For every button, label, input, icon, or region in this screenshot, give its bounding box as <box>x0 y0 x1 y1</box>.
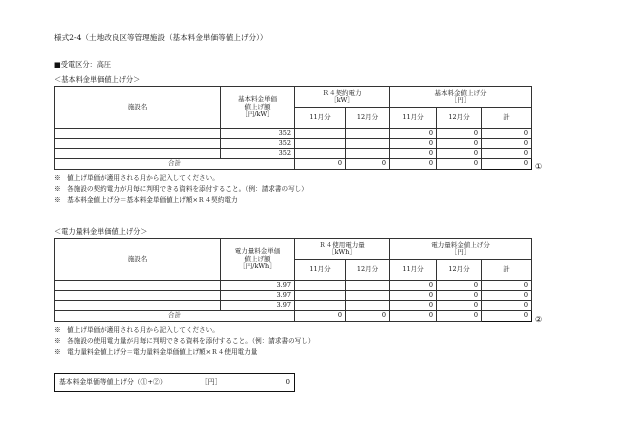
sum-contract-dec: 0 <box>346 159 390 170</box>
charge-total-cell: 0 <box>482 301 532 311</box>
basic-note: ※ 基本料金値上げ分＝基本料金単価値上げ額×Ｒ４契約電力 <box>54 196 238 204</box>
contract-dec-cell[interactable] <box>346 139 390 149</box>
table-row <box>55 149 532 159</box>
facility-name-cell[interactable] <box>55 291 221 301</box>
usage-dec-cell[interactable] <box>346 291 390 301</box>
header-dec: 12月分 <box>437 260 482 281</box>
charge-nov-cell: 0 <box>390 149 437 159</box>
form-title: 様式2-4（土地改良区等管理施設（基本料金単価等値上げ分）） <box>54 33 268 42</box>
contract-dec-cell[interactable] <box>346 129 390 139</box>
header-nov: 11月分 <box>390 260 437 281</box>
header-dec: 12月分 <box>437 108 482 129</box>
header-nov: 11月分 <box>390 108 437 129</box>
charge-nov-cell: 0 <box>390 129 437 139</box>
header-energy-charge: 電力量料金値上げ分 ［円］ <box>390 239 532 260</box>
contract-nov-cell[interactable] <box>295 129 346 139</box>
summary-unit: ［円］ <box>201 378 222 386</box>
charge-dec-cell: 0 <box>437 139 482 149</box>
sum-charge-dec: 0 <box>437 159 482 170</box>
usage-nov-cell[interactable] <box>295 281 346 291</box>
energy-note: ※ 各施設の使用電力量が月毎に判明できる資料を添付すること。（例：請求書の写し） <box>54 337 315 345</box>
header-dec: 12月分 <box>346 108 390 129</box>
charge-total-cell: 0 <box>482 129 532 139</box>
basic-charge-table <box>54 86 532 170</box>
contract-nov-cell[interactable] <box>295 149 346 159</box>
charge-dec-cell: 0 <box>437 129 482 139</box>
header-unit-price: 基本料金単価 値上げ額 ［円/kW］ <box>221 87 295 129</box>
basic-note: ※ 各施設の契約電力が月毎に判明できる資料を添付すること。（例：請求書の写し） <box>54 185 308 193</box>
charge-dec-cell: 0 <box>437 301 482 311</box>
charge-total-cell: 0 <box>482 291 532 301</box>
facility-name-cell[interactable] <box>55 139 221 149</box>
unit-price-cell: 352 <box>221 139 295 149</box>
charge-nov-cell: 0 <box>390 281 437 291</box>
basic-note: ※ 値上げ単価が適用される月から記入してください。 <box>54 174 219 182</box>
sum-label: 合計 <box>55 159 295 170</box>
sum-usage-dec: 0 <box>346 311 390 322</box>
sum-charge-total: 0 <box>482 311 532 322</box>
sum-charge-nov: 0 <box>390 159 437 170</box>
charge-dec-cell: 0 <box>437 281 482 291</box>
facility-name-cell[interactable] <box>55 129 221 139</box>
mark-two: ② <box>535 315 543 324</box>
summary-value: 0 <box>285 378 290 386</box>
charge-total-cell: 0 <box>482 139 532 149</box>
charge-dec-cell: 0 <box>437 291 482 301</box>
header-basic-charge: 基本料金値上げ分 ［円］ <box>390 87 532 108</box>
unit-price-cell: 352 <box>221 149 295 159</box>
table-row <box>55 301 532 311</box>
header-facility: 施設名 <box>55 239 221 281</box>
usage-nov-cell[interactable] <box>295 291 346 301</box>
contract-dec-cell[interactable] <box>346 149 390 159</box>
header-usage: Ｒ４使用電力量 ［kWh］ <box>295 239 390 260</box>
facility-name-cell[interactable] <box>55 149 221 159</box>
facility-name-cell[interactable] <box>55 281 221 291</box>
usage-dec-cell[interactable] <box>346 281 390 291</box>
mark-one: ① <box>535 162 543 171</box>
sum-charge-nov: 0 <box>390 311 437 322</box>
charge-nov-cell: 0 <box>390 291 437 301</box>
charge-total-cell: 0 <box>482 149 532 159</box>
header-nov: 11月分 <box>295 260 346 281</box>
header-contract-power: Ｒ４契約電力 ［kW］ <box>295 87 390 108</box>
header-total: 計 <box>482 260 532 281</box>
table-row <box>55 281 532 291</box>
unit-price-cell: 352 <box>221 129 295 139</box>
table-row <box>55 129 532 139</box>
contract-nov-cell[interactable] <box>295 139 346 149</box>
header-total: 計 <box>482 108 532 129</box>
sum-charge-total: 0 <box>482 159 532 170</box>
charge-dec-cell: 0 <box>437 149 482 159</box>
basic-section-heading: ＜基本料金単価値上げ分＞ <box>54 75 141 84</box>
usage-nov-cell[interactable] <box>295 301 346 311</box>
summary-label: 基本料金単価等値上げ分（①+②） <box>59 378 167 386</box>
sum-row <box>55 159 532 170</box>
table-row <box>55 291 532 301</box>
sum-charge-dec: 0 <box>437 311 482 322</box>
sum-usage-nov: 0 <box>295 311 346 322</box>
energy-note: ※ 電力量料金値上げ分＝電力量料金単価値上げ額×Ｒ４使用電力量 <box>54 348 258 356</box>
charge-nov-cell: 0 <box>390 301 437 311</box>
unit-price-cell: 3.97 <box>221 301 295 311</box>
summary-box <box>54 373 295 392</box>
energy-section-heading: ＜電力量料金単価値上げ分＞ <box>54 227 148 236</box>
charge-nov-cell: 0 <box>390 139 437 149</box>
sum-row <box>55 311 532 322</box>
header-nov: 11月分 <box>295 108 346 129</box>
header-unit-price: 電力量料金単価 値上げ額 ［円/kWh］ <box>221 239 295 281</box>
usage-dec-cell[interactable] <box>346 301 390 311</box>
energy-charge-table <box>54 238 532 322</box>
unit-price-cell: 3.97 <box>221 291 295 301</box>
sum-contract-nov: 0 <box>295 159 346 170</box>
unit-price-cell: 3.97 <box>221 281 295 291</box>
table-row <box>55 139 532 149</box>
facility-name-cell[interactable] <box>55 301 221 311</box>
header-dec: 12月分 <box>346 260 390 281</box>
energy-note: ※ 値上げ単価が適用される月から記入してください。 <box>54 326 219 334</box>
charge-total-cell: 0 <box>482 281 532 291</box>
sum-label: 合計 <box>55 311 295 322</box>
header-facility: 施設名 <box>55 87 221 129</box>
power-category: ■受電区分：高圧 <box>54 60 112 69</box>
